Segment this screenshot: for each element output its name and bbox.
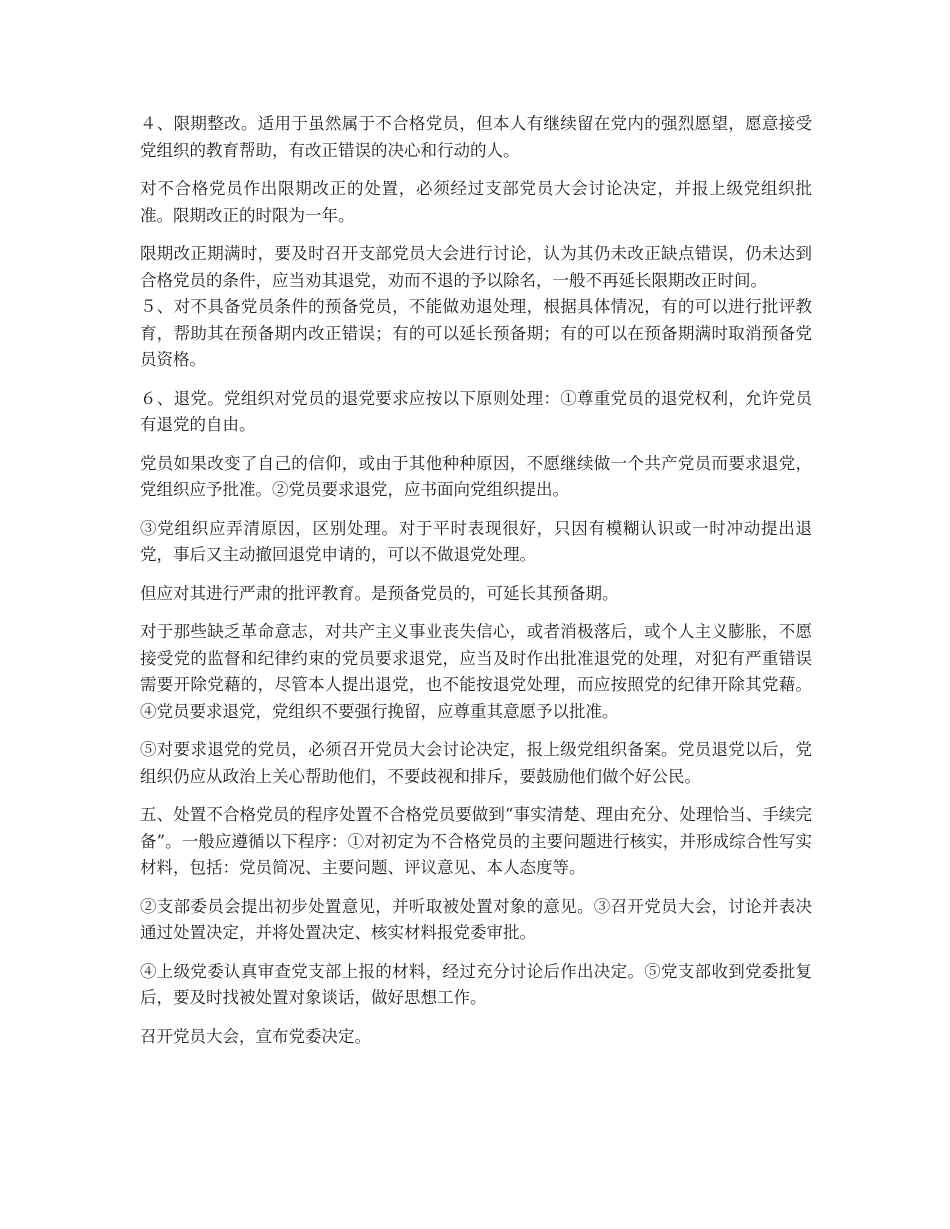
paragraph-procedure: 五、处置不合格党员的程序处置不合格党员要做到“事实清楚、理由充分、处理恰当、手续完备”。一般应遵循以下程序：①对初定为不合格党员的主要问题进行核实，并形成综合性写实材料，包括：党员简况、主要问题、评议意见、本人态度等。: [140, 805, 812, 877]
paragraph-rectification: ４、限期整改。适用于虽然属于不合格党员，但本人有继续留在党内的强烈愿望，愿意接受党组织的教育帮助，有改正错误的决心和行动的人。: [140, 114, 812, 160]
paragraph-procedure-review: ④上级党委认真审查党支部上报的材料，经过充分讨论后作出决定。⑤党支部收到党委批复后，要及时找被处置对象谈话，做好思想工作。: [140, 961, 812, 1007]
paragraph-withdrawal-meeting: ⑤对要求退党的党员，必须召开党员大会讨论决定，报上级党组织备案。党员退党以后，党组织仍应从政治上关心帮助他们，不要歧视和排斥，要鼓励他们做个好公民。: [140, 740, 812, 786]
paragraph-procedure-announce: 召开党员大会，宣布党委决定。: [140, 1026, 371, 1046]
paragraph-rectification-approval: 对不合格党员作出限期改正的处置，必须经过支部党员大会讨论决定，并报上级党组织批准。限期改正的时限为一年。: [140, 179, 812, 225]
document-body: [140, 111, 812, 1062]
paragraph-withdrawal: ６、退党。党组织对党员的退党要求应按以下原则处理：①尊重党员的退党权利，允许党员有退党的自由。: [140, 388, 812, 434]
paragraph-procedure-committee: ②支部委员会提出初步处置意见，并听取被处置对象的意见。③召开党员大会，讨论并表决通过处置决定，并将处置决定、核实材料报党委审批。: [140, 896, 812, 942]
paragraph-withdrawal-expulsion: 对于那些缺乏革命意志，对共产主义事业丧失信心，或者消极落后，或个人主义膨胀，不愿接受党的监督和纪律约束的党员要求退党，应当及时作出批准退党的处理，对犯有严重错误需要开除党藉的，尽管本人提出退党，也不能按退党处理，而应按照党的纪律开除其党藉。④党员要求退党，党组织不要强行挽留，应尊重其意愿予以批准。: [140, 622, 812, 721]
paragraph-withdrawal-belief: 党员如果改变了自己的信仰，或由于其他种种原因，不愿继续做一个共产党员而要求退党，党组织应予批准。②党员要求退党，应书面向党组织提出。: [140, 453, 812, 499]
paragraph-withdrawal-criticism: 但应对其进行严肃的批评教育。是预备党员的，可延长其预备期。: [140, 583, 619, 603]
paragraph-withdrawal-distinguish: ③党组织应弄清原因，区别处理。对于平时表现很好，只因有模糊认识或一时冲动提出退党，事后又主动撤回退党申请的，可以不做退党处理。: [140, 518, 812, 564]
paragraph-rectification-expiry: 限期改正期满时，要及时召开支部党员大会进行讨论，认为其仍未改正缺点错误，仍未达到合格党员的条件，应当劝其退党，劝而不退的予以除名，一般不再延长限期改正时间。 ５、对不具备党员条件的预备党员，不能做劝退处理，根据具体情况，有的可以进行批评教育，帮助其在预备期内改正错误；有的可以延长预备期；有的可以在预备期满时取消预备党员资格。: [140, 244, 812, 369]
